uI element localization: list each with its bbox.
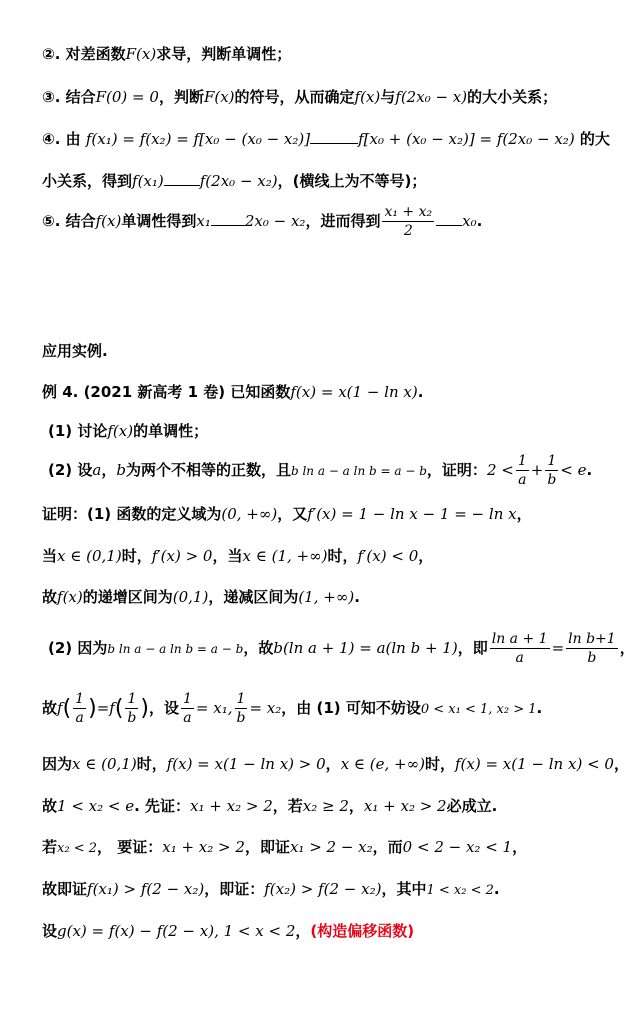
fraction-numerator: 1 — [183, 691, 192, 707]
step-5-math-2: x₁ — [196, 212, 211, 230]
proof-8-math-3: x₁ > 2 − x₂ — [289, 838, 373, 856]
proof-6-text-4: 时， — [424, 755, 455, 773]
step-4b-math-2: f(2x₀ − x₂) — [199, 172, 278, 190]
fraction-denominator: b — [547, 472, 557, 488]
proof-10-text-1: 设 — [42, 922, 58, 940]
proof-2-text-4: 时， — [327, 547, 358, 565]
step-2-text: 求导，判断单调性； — [156, 45, 292, 63]
step-5-line — [42, 203, 482, 240]
question-2-dot: . — [586, 461, 593, 479]
proof-6-text-1: 因为 — [42, 755, 73, 773]
proof-7-math-3: x₂ ≥ 2 — [302, 797, 349, 815]
step-5-blank-1 — [211, 211, 245, 226]
construct-offset-function-note: (构造偏移函数) — [310, 922, 415, 940]
proof-10-math-1: g(x) = f(x) − f(2 − x), 1 < x < 2 — [57, 922, 296, 940]
step-4b-line — [42, 170, 426, 191]
proof-6-text-2: 时， — [136, 755, 167, 773]
step-5-prefix: ⑤. 结合 — [42, 212, 96, 230]
proof-9-math-3: 1 < x₂ < 2 — [426, 883, 494, 898]
step-3-math-3: f(x) — [354, 88, 381, 106]
fraction-1-over-b — [235, 690, 248, 727]
question-1 — [48, 420, 208, 441]
proof-4-fraction-a — [490, 630, 550, 667]
proof-line-8 — [42, 836, 527, 857]
proof-10-text-2: ， — [295, 922, 311, 940]
fraction-denominator: a — [515, 650, 524, 666]
proof-2-math-3: x ∈ (1, +∞) — [242, 547, 328, 565]
step-2-line — [42, 43, 291, 64]
fraction-numerator: 1 — [517, 453, 527, 469]
equals-sign: = — [96, 699, 110, 717]
proof-line-7 — [42, 795, 497, 816]
fraction-1-over-a — [181, 690, 194, 727]
proof-9-text-4: . — [493, 880, 500, 898]
step-4-text: 的大 — [579, 130, 610, 148]
proof-6-math-2: f(x) = x(1 − ln x) > 0 — [166, 755, 326, 773]
proof-line-5: 故f( $\frac{1}{a}$ )=f( $\frac{1}{b}$ )，设 $\frac{1}{a}$ = x₁, $\frac{1}{b}$ = x₂，由 (1) 可知不妨设0 < x₁ < 1, x₂ > 1. — [42, 691, 543, 726]
step-5-text-2: ，进而得到 — [305, 212, 381, 230]
proof-3-text-3: ，递减区间为 — [208, 588, 299, 606]
step-5-fraction — [382, 203, 434, 240]
proof-4-text-3: ，即 — [457, 639, 488, 657]
step-3-text-1: ，判断 — [158, 88, 204, 106]
proof-8-text-4: ，而 — [372, 838, 403, 856]
question-2-sep: ， — [101, 461, 117, 479]
proof-2-math-1: x ∈ (0,1) — [57, 547, 122, 565]
proof-line-2 — [42, 545, 433, 566]
proof-8-math-1: x₂ < 2 — [57, 841, 97, 856]
proof-5-math-1: = x₁, — [195, 699, 233, 717]
step-3-text-3: 与 — [380, 88, 396, 106]
question-1-math: f(x) — [107, 422, 134, 440]
fraction-numerator: 1 — [125, 690, 138, 709]
step-5-math-4: x₀ — [462, 212, 477, 230]
proof-5-math-2: = x₂ — [249, 699, 282, 717]
proof-line-3 — [42, 586, 360, 607]
proof-7-text-1: 故 — [42, 797, 58, 815]
question-1-text: 的单调性； — [133, 422, 209, 440]
proof-3-text-1: 故 — [42, 588, 58, 606]
proof-2-math-4: f′(x) < 0 — [357, 547, 419, 565]
proof-5-text-3: ，由 (1) 可知不妨设 — [281, 699, 421, 717]
function-f: f — [57, 699, 63, 717]
fraction-1-over-b — [545, 452, 558, 489]
proof-7-math-2: x₁ + x₂ > 2 — [190, 797, 273, 815]
step-4b-math-1: f(x₁) — [132, 172, 164, 190]
step-3-text-2: 的符号，从而确定 — [234, 88, 355, 106]
proof-8-text-3: ，即证 — [244, 838, 290, 856]
proof-7-math-4: x₁ + x₂ > 2 — [363, 797, 447, 815]
question-2-b: b — [116, 461, 126, 479]
proof-1-text-1: 证明：(1) 函数的定义域为 — [42, 505, 222, 523]
proof-line-4 — [48, 630, 635, 667]
fraction-denominator: a — [518, 472, 527, 488]
fraction-denominator: b — [236, 710, 246, 726]
step-5-frac-denominator: 2 — [403, 223, 413, 239]
proof-line-9 — [42, 878, 500, 899]
proof-8-text-1: 若 — [42, 838, 58, 856]
fraction-numerator: ln a + 1 — [491, 631, 548, 647]
step-4b-text-1: 小关系，得到 — [42, 172, 133, 190]
proof-3-math-3: (1, +∞) — [298, 588, 355, 606]
plus-sign: + — [530, 461, 544, 479]
step-2-math: F(x) — [125, 45, 157, 63]
fraction-1-over-a — [73, 690, 86, 727]
step-5-frac-numerator: x₁ + x₂ — [384, 204, 433, 220]
proof-2-text-2: 时， — [121, 547, 152, 565]
proof-9-math-2: f(x₂) > f(2 − x₂) — [264, 880, 382, 898]
fraction-numerator: ln b+1 — [568, 631, 616, 647]
proof-1-math-2: f′(x) = 1 − ln x − 1 = − ln x — [307, 505, 517, 523]
proof-6-math-3: x ∈ (e, +∞) — [340, 755, 425, 773]
proof-2-text-1: 当 — [42, 547, 58, 565]
step-3-math-4: f(2x₀ − x) — [395, 88, 468, 106]
proof-line-6 — [42, 753, 629, 774]
fraction-numerator: 1 — [75, 691, 85, 707]
step-5-math-3: 2x₀ − x₂ — [244, 212, 306, 230]
question-1-label: (1) 讨论 — [48, 422, 108, 440]
step-3-math-1: F(0) = 0 — [95, 88, 159, 106]
question-2-text-1: 为两个不相等的正数，且 — [125, 461, 291, 479]
proof-9-text-2: ，即证： — [204, 880, 265, 898]
proof-9-text-3: ，其中 — [381, 880, 427, 898]
proof-9-math-1: f(x₁) > f(2 − x₂) — [87, 880, 205, 898]
proof-6-text-3: ， — [325, 755, 341, 773]
step-5-blank-2 — [436, 211, 462, 226]
proof-3-math-2: (0,1) — [172, 588, 209, 606]
proof-2-text-5: ， — [418, 547, 434, 565]
proof-4-text-4: ， — [619, 639, 635, 657]
section-title: 应用实例. — [42, 342, 108, 360]
fraction-1-over-b — [125, 690, 138, 727]
proof-7-text-5: 必成立. — [446, 797, 498, 815]
proof-5-math-3: 0 < x₁ < 1, x₂ > 1 — [420, 702, 537, 717]
step-3-prefix: ③. 结合 — [42, 88, 96, 106]
fraction-denominator: b — [127, 710, 137, 726]
step-4-math-2: f[x₀ + (x₀ − x₂)] = f(2x₀ − x₂) — [358, 130, 575, 148]
question-2-a: a — [92, 461, 102, 479]
step-4-blank — [310, 129, 358, 144]
proof-7-text-4: ， — [348, 797, 364, 815]
step-4-math-1: f(x₁) = f(x₂) = f[x₀ − (x₀ − x₂)] — [85, 130, 311, 148]
proof-7-text-3: ，若 — [272, 797, 303, 815]
fraction-1-over-a — [516, 452, 529, 489]
example-head-dot: . — [417, 383, 424, 401]
step-4-prefix: ④. 由 — [42, 130, 81, 148]
step-3-math-2: F(x) — [203, 88, 235, 106]
question-2-ineq-right: < e — [560, 461, 587, 479]
step-4b-blank — [164, 171, 200, 186]
step-5-text-1: 单调性得到 — [121, 212, 197, 230]
question-2-condition: b ln a − a ln b = a − b — [290, 464, 427, 478]
proof-1-math-1: (0, +∞) — [221, 505, 278, 523]
proof-8-text-2: ， 要证： — [97, 838, 163, 856]
question-2-text-2: ，证明： — [426, 461, 487, 479]
fraction-numerator: 1 — [545, 452, 558, 471]
question-2 — [48, 452, 592, 489]
proof-9-text-1: 故即证 — [42, 880, 88, 898]
step-4-line — [42, 128, 610, 149]
proof-line-10 — [42, 920, 414, 941]
proof-4-text-1: (2) 因为 — [48, 639, 108, 657]
question-2-label: (2) 设 — [48, 461, 93, 479]
proof-8-math-4: 0 < 2 − x₂ < 1 — [402, 838, 513, 856]
step-2-prefix: ②. 对差函数 — [42, 45, 126, 63]
proof-7-math-1: 1 < x₂ < e — [57, 797, 135, 815]
step-4b-text-2: ，(横线上为不等号)； — [277, 172, 427, 190]
fraction-denominator: a — [75, 710, 84, 726]
fraction-denominator: a — [183, 710, 192, 726]
example-heading — [42, 381, 423, 402]
example-head-text: 例 4. (2021 新高考 1 卷) 已知函数 — [42, 383, 291, 401]
step-5-math-1: f(x) — [95, 212, 122, 230]
proof-6-math-4: f(x) = x(1 − ln x) < 0 — [454, 755, 614, 773]
proof-2-text-3: ，当 — [212, 547, 243, 565]
fraction-denominator: b — [587, 650, 597, 666]
fraction-numerator: 1 — [235, 690, 248, 709]
proof-6-math-1: x ∈ (0,1) — [72, 755, 137, 773]
example-function: f(x) = x(1 − ln x) — [290, 383, 418, 401]
proof-3-text-2: 的递增区间为 — [82, 588, 173, 606]
proof-6-text-5: ， — [613, 755, 629, 773]
proof-5-text-1: 故 — [42, 699, 58, 717]
proof-5-text-2: ，设 — [148, 699, 179, 717]
proof-1-text-2: ，又 — [277, 505, 308, 523]
proof-7-text-2: . 先证： — [134, 797, 191, 815]
proof-2-math-2: f′(x) > 0 — [151, 547, 213, 565]
proof-4-text-2: ，故 — [243, 639, 274, 657]
equals-sign: = — [551, 639, 565, 657]
proof-3-math-1: f(x) — [57, 588, 83, 606]
proof-3-text-4: . — [354, 588, 360, 606]
question-2-ineq-left: 2 < — [486, 461, 514, 479]
step-3-line — [42, 86, 557, 107]
proof-8-text-5: ， — [512, 838, 528, 856]
step-3-text-4: 的大小关系； — [467, 88, 558, 106]
proof-4-fraction-b — [566, 630, 618, 667]
step-5-end: . — [476, 212, 483, 230]
proof-4-math-1: b ln a − a ln b = a − b — [107, 642, 244, 656]
proof-1-text-3: ， — [516, 505, 532, 523]
function-f: f — [109, 699, 115, 717]
proof-8-math-2: x₁ + x₂ > 2 — [162, 838, 245, 856]
proof-4-math-2: b(ln a + 1) = a(ln b + 1) — [273, 639, 458, 657]
proof-5-text-4: . — [536, 699, 543, 717]
proof-line-1 — [42, 503, 532, 524]
